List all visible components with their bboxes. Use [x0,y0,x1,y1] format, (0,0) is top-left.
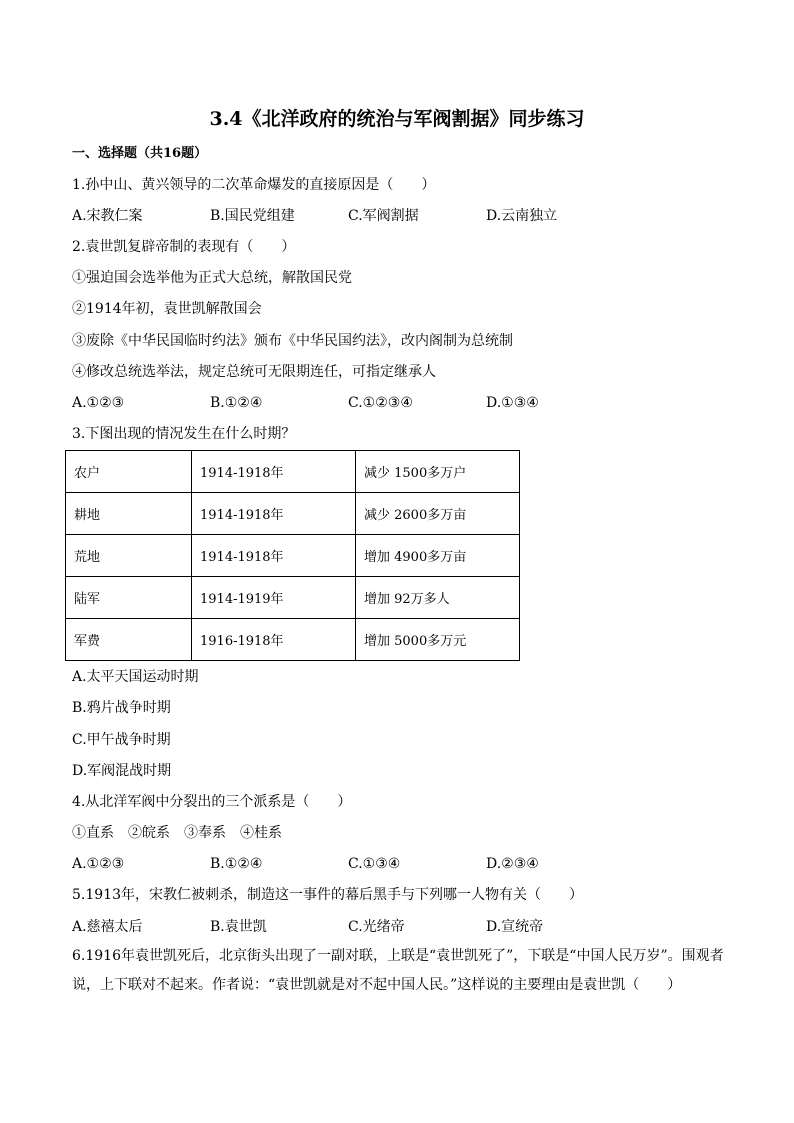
table-row [66,493,520,535]
table-cell: 1916-1918年 [192,619,356,661]
q4-option-a: A.①②③ [72,856,125,872]
q2-option-a: A.①②③ [72,395,125,411]
q4-items: ①直系 ②皖系 ③奉系 ④桂系 [72,825,282,841]
q4-option-d: D.②③④ [486,856,539,872]
question-2-stem: 2.袁世凯复辟帝制的表现有（ ） [72,239,296,255]
table-row [66,451,520,493]
table-cell: 1914-1919年 [192,577,356,619]
q2-option-c: C.①②③④ [348,395,413,411]
q5-option-a: A.慈禧太后 [72,919,143,935]
question-5-stem: 5.1913年，宋教仁被刺杀，制造这一事件的幕后黑手与下列哪一人物有关（ ） [72,887,583,903]
q3-option-d: D.军阀混战时期 [72,763,172,779]
table-cell: 陆军 [66,577,192,619]
table-cell: 军费 [66,619,192,661]
q4-option-b: B.①②④ [210,856,263,872]
q1-option-a: A.宋教仁案 [72,208,143,224]
table-cell: 增加 4900多万亩 [356,535,520,577]
q2-item-4: ④修改总统选举法，规定总统可无限期连任，可指定继承人 [72,364,436,380]
table-row [66,619,520,661]
q2-item-1: ①强迫国会选举他为正式大总统，解散国民党 [72,270,352,286]
q4-option-c: C.①③④ [348,856,401,872]
table-cell: 1914-1918年 [192,493,356,535]
table-cell: 增加 5000多万元 [356,619,520,661]
question-4-stem: 4.从北洋军阀中分裂出的三个派系是（ ） [72,794,352,810]
q3-option-b: B.鸦片战争时期 [72,700,171,716]
question-6-stem: 6.1916年袁世凯死后，北京街头出现了一副对联，上联是“袁世凯死了”，下联是“中国人民万岁”。围观者说，上下联对不起来。作者说：“袁世凯就是对不起中国人民。”这样说的主要理由是袁世凯（ ） [72,948,724,993]
q1-option-b: B.国民党组建 [210,208,295,224]
q3-option-c: C.甲午战争时期 [72,732,171,748]
table-cell: 1914-1918年 [192,535,356,577]
table-cell: 耕地 [66,493,192,535]
q3-option-a: A.太平天国运动时期 [72,669,199,685]
q5-option-d: D.宣统帝 [486,919,544,935]
q2-option-b: B.①②④ [210,395,263,411]
q2-item-3: ③废除《中华民国临时约法》颁布《中华民国约法》，改内阁制为总统制 [72,333,513,349]
table-cell: 增加 92万多人 [356,577,520,619]
q2-option-d: D.①③④ [486,395,539,411]
question-3-stem: 3.下图出现的情况发生在什么时期？ [72,426,296,442]
table-cell: 1914-1918年 [192,451,356,493]
q2-item-2: ②1914年初，袁世凯解散国会 [72,301,262,317]
table-row [66,577,520,619]
section-heading: 一、选择题（共16题） [72,146,208,161]
table-cell: 减少 1500多万户 [356,451,520,493]
statistics-table [65,450,520,661]
table-cell: 荒地 [66,535,192,577]
q1-option-d: D.云南独立 [486,208,558,224]
question-1-stem: 1.孙中山、黄兴领导的二次革命爆发的直接原因是（ ） [72,177,436,193]
table-cell: 农户 [66,451,192,493]
table-row [66,535,520,577]
table-cell: 减少 2600多万亩 [356,493,520,535]
page-title: 3.4《北洋政府的统治与军阀割据》同步练习 [209,108,585,130]
q5-option-b: B.袁世凯 [210,919,267,935]
q1-option-c: C.军阀割据 [348,208,419,224]
q5-option-c: C.光绪帝 [348,919,405,935]
